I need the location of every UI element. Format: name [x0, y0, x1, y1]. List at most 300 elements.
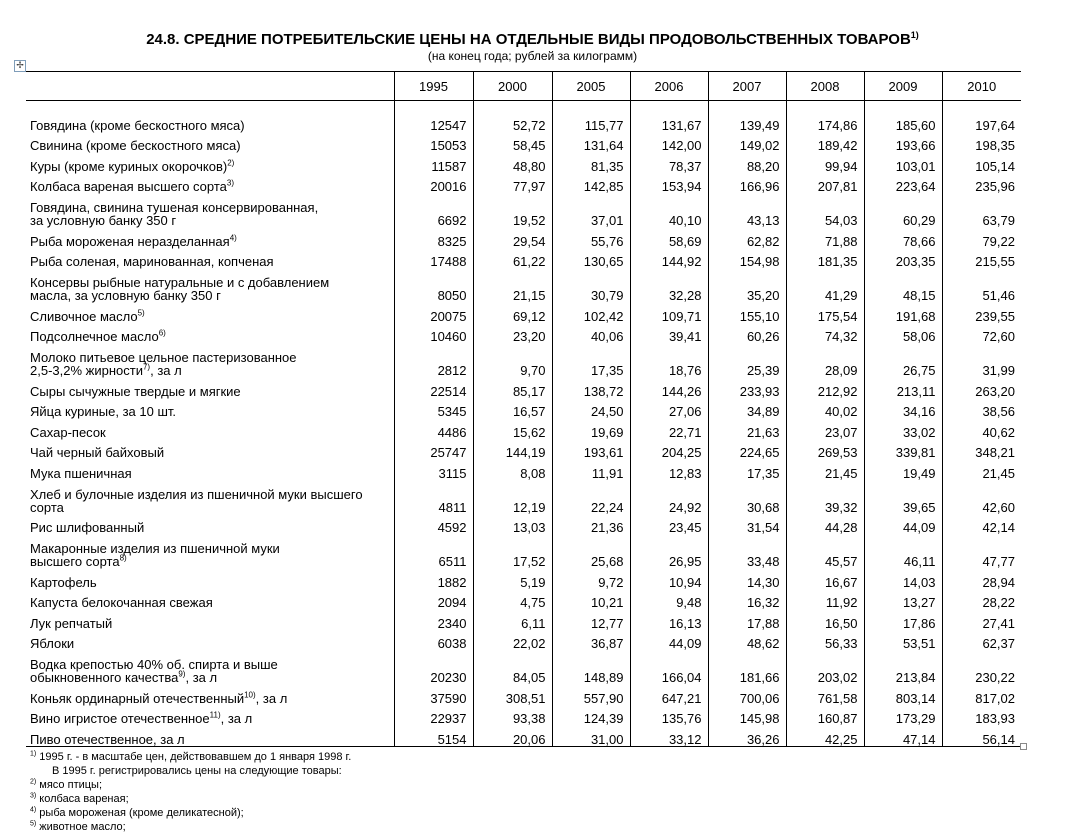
- footnote: [30, 806, 351, 820]
- footnote: [30, 792, 351, 806]
- price-cell: 36,87: [552, 630, 630, 651]
- row-label-text: Сыры сычужные твердые и мягкие: [30, 383, 241, 399]
- footnote-mark: 3): [30, 792, 37, 800]
- row-label: [26, 568, 394, 589]
- price-cell: 183,93: [942, 705, 1021, 726]
- table-title: [0, 30, 1065, 48]
- row-label: [26, 705, 394, 726]
- price-cell: 4811: [394, 480, 473, 514]
- price-cell: 29,54: [473, 227, 552, 248]
- price-cell: 204,25: [630, 439, 708, 460]
- row-label: [26, 418, 394, 439]
- row-label-text: Яйца куриные, за 10 шт.: [30, 404, 177, 419]
- price-cell: 9,70: [473, 343, 552, 377]
- price-cell: 39,41: [630, 323, 708, 344]
- table-resize-handle[interactable]: [1020, 743, 1027, 750]
- footnote-mark: 2): [30, 778, 37, 786]
- year-header: 2000: [473, 72, 552, 101]
- footnote: [30, 750, 351, 764]
- price-cell: 17,86: [864, 609, 942, 630]
- row-label: [26, 609, 394, 630]
- price-cell: 239,55: [942, 302, 1021, 323]
- price-cell: 48,62: [708, 630, 786, 651]
- price-cell: 47,14: [864, 725, 942, 746]
- row-label: [26, 534, 394, 568]
- table-row: [26, 684, 1021, 705]
- price-cell: 131,64: [552, 132, 630, 153]
- price-cell: 557,90: [552, 684, 630, 705]
- price-cell: 45,57: [786, 534, 864, 568]
- price-cell: 99,94: [786, 152, 864, 173]
- row-label-suffix: , за л: [185, 670, 218, 685]
- table-header-row: [26, 72, 1021, 101]
- price-cell: 8,08: [473, 459, 552, 480]
- table-move-handle-icon[interactable]: ✢: [14, 60, 26, 72]
- price-cell: 28,22: [942, 589, 1021, 610]
- price-cell: 5154: [394, 725, 473, 746]
- price-cell: 31,54: [708, 514, 786, 535]
- price-cell: 14,03: [864, 568, 942, 589]
- row-label-suffix: , за л: [220, 711, 253, 726]
- price-cell: 33,02: [864, 418, 942, 439]
- price-cell: 48,80: [473, 152, 552, 173]
- table-row: [26, 705, 1021, 726]
- price-cell: 42,60: [942, 480, 1021, 514]
- table-row: [26, 173, 1021, 194]
- price-cell: 44,09: [630, 630, 708, 651]
- price-cell: 6038: [394, 630, 473, 651]
- table-row: [26, 630, 1021, 651]
- row-footnote-mark: 6): [158, 328, 166, 338]
- row-label-text: Говядина (кроме бескостного мяса): [30, 117, 245, 133]
- price-cell: 142,00: [630, 132, 708, 153]
- row-label: [26, 684, 394, 705]
- table-row: [26, 302, 1021, 323]
- row-label-text: Рыба соленая, маринованная, копченая: [30, 254, 274, 269]
- price-cell: 17,88: [708, 609, 786, 630]
- price-cell: 11587: [394, 152, 473, 173]
- price-cell: 27,06: [630, 398, 708, 419]
- price-cell: 308,51: [473, 684, 552, 705]
- price-cell: 213,11: [864, 377, 942, 398]
- price-cell: 10460: [394, 323, 473, 344]
- price-cell: 193,61: [552, 439, 630, 460]
- price-cell: 61,22: [473, 248, 552, 269]
- price-cell: 42,25: [786, 725, 864, 746]
- price-cell: 203,02: [786, 650, 864, 684]
- price-cell: 8325: [394, 227, 473, 248]
- price-cell: 15,62: [473, 418, 552, 439]
- table-row: [26, 193, 1021, 227]
- price-cell: 85,17: [473, 377, 552, 398]
- price-cell: 39,32: [786, 480, 864, 514]
- year-header: 2010: [942, 72, 1021, 101]
- price-cell: 24,50: [552, 398, 630, 419]
- price-cell: 181,66: [708, 650, 786, 684]
- row-footnote-mark: 4): [229, 233, 237, 243]
- footnote-text: В 1995 г. регистрировались цены на следующие товары:: [52, 765, 342, 777]
- price-cell: 109,71: [630, 302, 708, 323]
- price-cell: 235,96: [942, 173, 1021, 194]
- price-cell: 81,35: [552, 152, 630, 173]
- price-cell: 15053: [394, 132, 473, 153]
- price-cell: 33,12: [630, 725, 708, 746]
- price-cell: 30,68: [708, 480, 786, 514]
- price-cell: 30,79: [552, 268, 630, 302]
- price-cell: 26,75: [864, 343, 942, 377]
- price-cell: 40,06: [552, 323, 630, 344]
- table-title-note: 1): [910, 30, 919, 40]
- price-cell: 25,68: [552, 534, 630, 568]
- row-label: [26, 173, 394, 194]
- row-label: [26, 248, 394, 269]
- price-cell: 21,15: [473, 268, 552, 302]
- row-label-text: Макаронные изделия из пшеничной муки: [30, 541, 280, 556]
- table-row: [26, 534, 1021, 568]
- spacer-row: [26, 101, 1021, 112]
- year-header: 2006: [630, 72, 708, 101]
- price-cell: 71,88: [786, 227, 864, 248]
- price-cell: 139,49: [708, 111, 786, 132]
- price-cell: 4486: [394, 418, 473, 439]
- price-cell: 124,39: [552, 705, 630, 726]
- price-cell: 40,02: [786, 398, 864, 419]
- table-row: [26, 343, 1021, 377]
- table-row: [26, 725, 1021, 746]
- price-cell: 93,38: [473, 705, 552, 726]
- row-label-text-2: за условную банку 350 г: [30, 213, 177, 228]
- price-cell: 21,63: [708, 418, 786, 439]
- price-cell: 803,14: [864, 684, 942, 705]
- price-cell: 54,03: [786, 193, 864, 227]
- footnote-text: колбаса вареная;: [36, 793, 129, 805]
- price-cell: 138,72: [552, 377, 630, 398]
- price-cell: 8050: [394, 268, 473, 302]
- price-cell: 3115: [394, 459, 473, 480]
- price-cell: 197,64: [942, 111, 1021, 132]
- row-footnote-mark: 9): [178, 669, 186, 679]
- price-cell: 16,13: [630, 609, 708, 630]
- row-label: [26, 725, 394, 746]
- price-cell: 74,32: [786, 323, 864, 344]
- price-cell: 53,51: [864, 630, 942, 651]
- row-label: [26, 323, 394, 344]
- row-label-text-2: высшего сорта: [30, 554, 120, 569]
- row-label-text: Лук репчатый: [30, 615, 113, 631]
- price-cell: 52,72: [473, 111, 552, 132]
- table-body: [26, 101, 1021, 747]
- price-cell: 62,37: [942, 630, 1021, 651]
- price-cell: 39,65: [864, 480, 942, 514]
- price-cell: 28,09: [786, 343, 864, 377]
- row-label: [26, 111, 394, 132]
- price-cell: 17,35: [552, 343, 630, 377]
- price-cell: 55,76: [552, 227, 630, 248]
- price-cell: 34,16: [864, 398, 942, 419]
- price-cell: 46,11: [864, 534, 942, 568]
- price-cell: 761,58: [786, 684, 864, 705]
- row-label-text-2: 2,5-3,2% жирности: [30, 363, 143, 378]
- row-label: [26, 398, 394, 419]
- price-cell: 148,89: [552, 650, 630, 684]
- price-cell: 700,06: [708, 684, 786, 705]
- price-cell: 144,26: [630, 377, 708, 398]
- price-cell: 42,14: [942, 514, 1021, 535]
- price-cell: 48,15: [864, 268, 942, 302]
- price-cell: 56,14: [942, 725, 1021, 746]
- price-cell: 10,21: [552, 589, 630, 610]
- price-cell: 166,04: [630, 650, 708, 684]
- row-label-text: Куры (кроме куриных окорочков): [30, 158, 228, 174]
- price-cell: 12,77: [552, 609, 630, 630]
- table-row: [26, 248, 1021, 269]
- footnote-text: животное масло;: [36, 821, 126, 833]
- price-cell: 203,35: [864, 248, 942, 269]
- price-cell: 44,28: [786, 514, 864, 535]
- price-cell: 16,32: [708, 589, 786, 610]
- row-label-text: Вино игристое отечественное: [30, 711, 210, 726]
- price-cell: 58,06: [864, 323, 942, 344]
- table-row: [26, 459, 1021, 480]
- price-cell: 155,10: [708, 302, 786, 323]
- row-label: [26, 132, 394, 153]
- row-label-text: Яблоки: [30, 636, 75, 651]
- row-label-text: Пиво отечественное, за л: [30, 731, 185, 747]
- price-cell: 23,07: [786, 418, 864, 439]
- price-cell: 263,20: [942, 377, 1021, 398]
- price-cell: 19,69: [552, 418, 630, 439]
- price-cell: 37590: [394, 684, 473, 705]
- price-cell: 22,02: [473, 630, 552, 651]
- row-label-text: Хлеб и булочные изделия из пшеничной муки высшего: [30, 486, 363, 502]
- price-cell: 22,24: [552, 480, 630, 514]
- row-label-text-2: сорта: [30, 499, 64, 515]
- price-cell: 32,28: [630, 268, 708, 302]
- price-cell: 2094: [394, 589, 473, 610]
- price-cell: 51,46: [942, 268, 1021, 302]
- price-cell: 36,26: [708, 725, 786, 746]
- price-cell: 12,19: [473, 480, 552, 514]
- price-cell: 22937: [394, 705, 473, 726]
- table-row: [26, 480, 1021, 514]
- price-cell: 58,69: [630, 227, 708, 248]
- price-cell: 817,02: [942, 684, 1021, 705]
- price-cell: 20,06: [473, 725, 552, 746]
- header-empty-cell: [26, 72, 394, 101]
- price-cell: 193,66: [864, 132, 942, 153]
- price-cell: 115,77: [552, 111, 630, 132]
- price-cell: 6,11: [473, 609, 552, 630]
- price-cell: 56,33: [786, 630, 864, 651]
- price-cell: 78,66: [864, 227, 942, 248]
- table-row: [26, 514, 1021, 535]
- price-cell: 160,87: [786, 705, 864, 726]
- price-cell: 135,76: [630, 705, 708, 726]
- table-row: [26, 132, 1021, 153]
- table-subtitle: (на конец года; рублей за килограмм): [427, 49, 638, 63]
- price-cell: 22,71: [630, 418, 708, 439]
- price-cell: 230,22: [942, 650, 1021, 684]
- price-cell: 9,72: [552, 568, 630, 589]
- footnote-text: рыба мороженая (кроме деликатесной);: [36, 807, 244, 819]
- price-cell: 41,29: [786, 268, 864, 302]
- year-header: 1995: [394, 72, 473, 101]
- row-footnote-mark: 7): [142, 362, 151, 372]
- footnote: [30, 764, 351, 778]
- row-label: [26, 650, 394, 684]
- table-row: [26, 152, 1021, 173]
- price-cell: 22514: [394, 377, 473, 398]
- price-cell: 88,20: [708, 152, 786, 173]
- row-label: [26, 152, 394, 173]
- price-cell: 31,00: [552, 725, 630, 746]
- row-label-text: Говядина, свинина тушеная консервированная,: [30, 200, 319, 215]
- price-cell: 144,92: [630, 248, 708, 269]
- row-footnote-mark: 3): [226, 178, 235, 188]
- row-label-text: Свинина (кроме бескостного мяса): [30, 138, 241, 153]
- table-row: [26, 418, 1021, 439]
- price-cell: 37,01: [552, 193, 630, 227]
- row-label: [26, 480, 394, 514]
- price-cell: 79,22: [942, 227, 1021, 248]
- price-cell: 348,21: [942, 439, 1021, 460]
- price-cell: 6692: [394, 193, 473, 227]
- row-label-text: Водка крепостью 40% об. спирта и выше: [30, 657, 278, 672]
- prices-table: [26, 71, 1021, 747]
- price-cell: 21,36: [552, 514, 630, 535]
- row-label: [26, 268, 394, 302]
- price-cell: 224,65: [708, 439, 786, 460]
- price-cell: 20230: [394, 650, 473, 684]
- row-footnote-mark: 11): [209, 710, 221, 720]
- price-cell: 40,62: [942, 418, 1021, 439]
- price-cell: 223,64: [864, 173, 942, 194]
- row-label-suffix: , за л: [150, 363, 182, 378]
- year-header: 2007: [708, 72, 786, 101]
- price-cell: 16,67: [786, 568, 864, 589]
- price-cell: 19,49: [864, 459, 942, 480]
- price-cell: 47,77: [942, 534, 1021, 568]
- footnotes: [30, 750, 351, 834]
- price-cell: 19,52: [473, 193, 552, 227]
- price-cell: 40,10: [630, 193, 708, 227]
- footnote-mark: 1): [30, 750, 37, 758]
- price-cell: 14,30: [708, 568, 786, 589]
- price-cell: 31,99: [942, 343, 1021, 377]
- price-cell: 1882: [394, 568, 473, 589]
- row-label-text-2: обыкновенного качества: [30, 670, 179, 685]
- price-cell: 17488: [394, 248, 473, 269]
- price-cell: 215,55: [942, 248, 1021, 269]
- price-cell: 27,41: [942, 609, 1021, 630]
- row-label-suffix: , за л: [255, 690, 288, 706]
- price-cell: 191,68: [864, 302, 942, 323]
- price-cell: 62,82: [708, 227, 786, 248]
- table-row: [26, 439, 1021, 460]
- row-label: [26, 377, 394, 398]
- price-cell: 69,12: [473, 302, 552, 323]
- row-label: [26, 302, 394, 323]
- price-cell: 2340: [394, 609, 473, 630]
- price-cell: 26,95: [630, 534, 708, 568]
- footnote-mark: 4): [30, 806, 37, 814]
- price-cell: 173,29: [864, 705, 942, 726]
- row-label: [26, 459, 394, 480]
- price-cell: 23,20: [473, 323, 552, 344]
- price-cell: 21,45: [786, 459, 864, 480]
- row-footnote-mark: 5): [137, 308, 145, 318]
- price-cell: 6511: [394, 534, 473, 568]
- row-label: [26, 193, 394, 227]
- price-cell: 23,45: [630, 514, 708, 535]
- price-cell: 269,53: [786, 439, 864, 460]
- row-footnote-mark: 2): [227, 158, 235, 168]
- table-row: [26, 268, 1021, 302]
- table-row: [26, 650, 1021, 684]
- table-title-text: 24.8. СРЕДНИЕ ПОТРЕБИТЕЛЬСКИЕ ЦЕНЫ НА ОТДЕЛЬНЫЕ ВИДЫ ПРОДОВОЛЬСТВЕННЫХ ТОВАРОВ: [146, 31, 911, 48]
- price-cell: 16,50: [786, 609, 864, 630]
- row-label: [26, 343, 394, 377]
- year-header: 2005: [552, 72, 630, 101]
- price-cell: 25747: [394, 439, 473, 460]
- price-cell: 131,67: [630, 111, 708, 132]
- row-label-text: Капуста белокочанная свежая: [30, 595, 213, 610]
- row-label-text: Подсолнечное масло: [30, 329, 159, 344]
- price-cell: 10,94: [630, 568, 708, 589]
- price-cell: 149,02: [708, 132, 786, 153]
- row-label-text: Чай черный байховый: [30, 445, 165, 460]
- price-cell: 33,48: [708, 534, 786, 568]
- price-cell: 25,39: [708, 343, 786, 377]
- price-cell: 2812: [394, 343, 473, 377]
- table-row: [26, 111, 1021, 132]
- price-cell: 189,42: [786, 132, 864, 153]
- price-cell: 21,45: [942, 459, 1021, 480]
- row-label-text: Молоко питьевое цельное пастеризованное: [30, 350, 297, 365]
- row-label-text: Картофель: [30, 574, 97, 590]
- price-cell: 28,94: [942, 568, 1021, 589]
- price-cell: 181,35: [786, 248, 864, 269]
- row-label-text-2: масла, за условную банку 350 г: [30, 288, 221, 303]
- table-row: [26, 609, 1021, 630]
- price-cell: 105,14: [942, 152, 1021, 173]
- price-cell: 144,19: [473, 439, 552, 460]
- price-cell: 38,56: [942, 398, 1021, 419]
- year-header: 2009: [864, 72, 942, 101]
- row-label-text: Сливочное масло: [30, 308, 138, 324]
- price-cell: 185,60: [864, 111, 942, 132]
- row-footnote-mark: 8): [119, 553, 127, 563]
- price-cell: 174,86: [786, 111, 864, 132]
- price-cell: 233,93: [708, 377, 786, 398]
- price-cell: 35,20: [708, 268, 786, 302]
- price-cell: 18,76: [630, 343, 708, 377]
- price-cell: 17,52: [473, 534, 552, 568]
- price-cell: 4592: [394, 514, 473, 535]
- price-cell: 4,75: [473, 589, 552, 610]
- table-row: [26, 398, 1021, 419]
- price-cell: 154,98: [708, 248, 786, 269]
- row-label-text: Рыба мороженая неразделанная: [30, 233, 230, 249]
- row-label-text: Рис шлифованный: [30, 520, 145, 535]
- row-label-text: Консервы рыбные натуральные и с добавлением: [30, 275, 330, 290]
- price-cell: 5,19: [473, 568, 552, 589]
- price-cell: 24,92: [630, 480, 708, 514]
- row-label-text: Сахар-песок: [30, 424, 106, 440]
- footnote-text: мясо птицы;: [36, 779, 103, 791]
- row-label: [26, 630, 394, 651]
- price-cell: 12,83: [630, 459, 708, 480]
